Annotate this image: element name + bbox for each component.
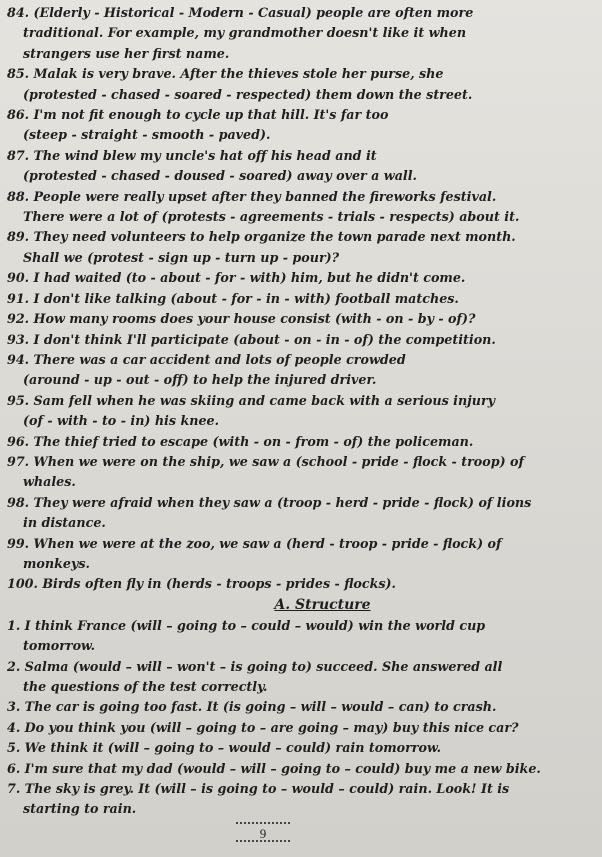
question-item bbox=[7, 759, 594, 779]
question-item bbox=[7, 391, 594, 432]
question-item bbox=[7, 616, 594, 657]
question-item bbox=[7, 309, 594, 329]
question-text-continued: (protested - chased - doused - soared) away over a wall. bbox=[23, 168, 417, 184]
question-text: 100. Birds often fly in (herds - troops - prides - flocks). bbox=[7, 576, 396, 592]
question-text: 94. There was a car accident and lots of people crowded bbox=[7, 351, 406, 367]
page-number: 9 bbox=[232, 820, 294, 848]
question-item bbox=[7, 779, 594, 820]
question-item bbox=[7, 289, 594, 309]
structure-question-list bbox=[7, 616, 594, 820]
question-text: 95. Sam fell when he was skiing and came back with a serious injury bbox=[7, 392, 496, 408]
question-item bbox=[7, 697, 594, 717]
question-item bbox=[7, 574, 594, 594]
question-text: 84. (Elderly - Historical - Modern - Casual) people are often more bbox=[7, 5, 474, 20]
question-text-continued: strangers use her first name. bbox=[23, 45, 230, 61]
question-item bbox=[7, 227, 594, 268]
question-item bbox=[7, 452, 594, 493]
question-text-continued: (protested - chased - soared - respected) them down the street. bbox=[23, 86, 473, 102]
question-text-continued: (around - up - out - off) to help the injured driver. bbox=[23, 372, 377, 388]
question-text: 3. The car is going too fast. It (is going – will – would – can) to crash. bbox=[7, 699, 497, 715]
question-text: 90. I had waited (to - about - for - with) him, but he didn't come. bbox=[7, 270, 466, 286]
question-item bbox=[7, 146, 594, 187]
question-text: 7. The sky is grey. It (will – is going to – would – could) rain. Look! It is bbox=[7, 781, 510, 797]
vocabulary-question-list bbox=[7, 3, 594, 595]
question-item bbox=[7, 64, 594, 105]
question-text: 92. How many rooms does your house consist (with - on - by - of)? bbox=[7, 311, 476, 327]
question-text: 5. We think it (will – going to – would – could) rain tomorrow. bbox=[7, 740, 441, 756]
question-text: 87. The wind blew my uncle's hat off his head and it bbox=[7, 147, 377, 163]
question-item bbox=[7, 718, 594, 738]
question-text-continued: There were a lot of (protests - agreements - trials - respects) about it. bbox=[23, 209, 520, 225]
question-text: 88. People were really upset after they banned the fireworks festival. bbox=[7, 188, 497, 204]
question-text-continued: starting to rain. bbox=[23, 801, 137, 817]
question-text: 91. I don't like talking (about - for - in - with) football matches. bbox=[7, 290, 459, 306]
question-text-continued: in distance. bbox=[23, 515, 106, 531]
question-text-continued: monkeys. bbox=[23, 555, 90, 571]
question-text-continued: traditional. For example, my grandmother doesn't like it when bbox=[23, 25, 467, 41]
question-text: 89. They need volunteers to help organize the town parade next month. bbox=[7, 229, 516, 245]
question-item bbox=[7, 738, 594, 758]
question-text: 6. I'm sure that my dad (would – will – going to – could) buy me a new bike. bbox=[7, 760, 541, 776]
question-item bbox=[7, 493, 594, 534]
question-item bbox=[7, 432, 594, 452]
question-item bbox=[7, 657, 594, 698]
question-text: 4. Do you think you (will – going to – are going – may) buy this nice car? bbox=[7, 719, 519, 735]
question-text: 99. When we were at the zoo, we saw a (herd - troop - pride - flock) of bbox=[7, 535, 502, 551]
question-item bbox=[7, 3, 594, 64]
question-text-continued: tomorrow. bbox=[23, 638, 96, 654]
question-text: 96. The thief tried to escape (with - on - from - of) the policeman. bbox=[7, 433, 474, 449]
question-text: 98. They were afraid when they saw a (troop - herd - pride - flock) of lions bbox=[7, 494, 532, 510]
question-text: 85. Malak is very brave. After the thieves stole her purse, she bbox=[7, 66, 444, 82]
question-item bbox=[7, 105, 594, 146]
question-text-continued: whales. bbox=[23, 474, 76, 490]
question-text: 2. Salma (would – will – won't – is going to) succeed. She answered all bbox=[7, 658, 503, 674]
question-item bbox=[7, 350, 594, 391]
question-text: 93. I don't think I'll participate (about - on - in - of) the competition. bbox=[7, 331, 496, 347]
question-item bbox=[7, 268, 594, 288]
question-item bbox=[7, 187, 594, 228]
question-item bbox=[7, 330, 594, 350]
question-item bbox=[7, 534, 594, 575]
question-text-continued: the questions of the test correctly. bbox=[23, 679, 268, 694]
question-text-continued: Shall we (protest - sign up - turn up - pour)? bbox=[23, 249, 340, 265]
question-text-continued: (steep - straight - smooth - paved). bbox=[23, 127, 271, 143]
question-text: 1. I think France (will – going to – could – would) win the world cup bbox=[7, 617, 486, 633]
question-text-continued: (of - with - to - in) his knee. bbox=[23, 413, 220, 429]
question-text: 86. I'm not fit enough to cycle up that hill. It's far too bbox=[7, 107, 389, 123]
question-text: 97. When we were on the ship, we saw a (school - pride - flock - troop) of bbox=[7, 453, 524, 469]
section-title: A. Structure bbox=[274, 596, 371, 613]
